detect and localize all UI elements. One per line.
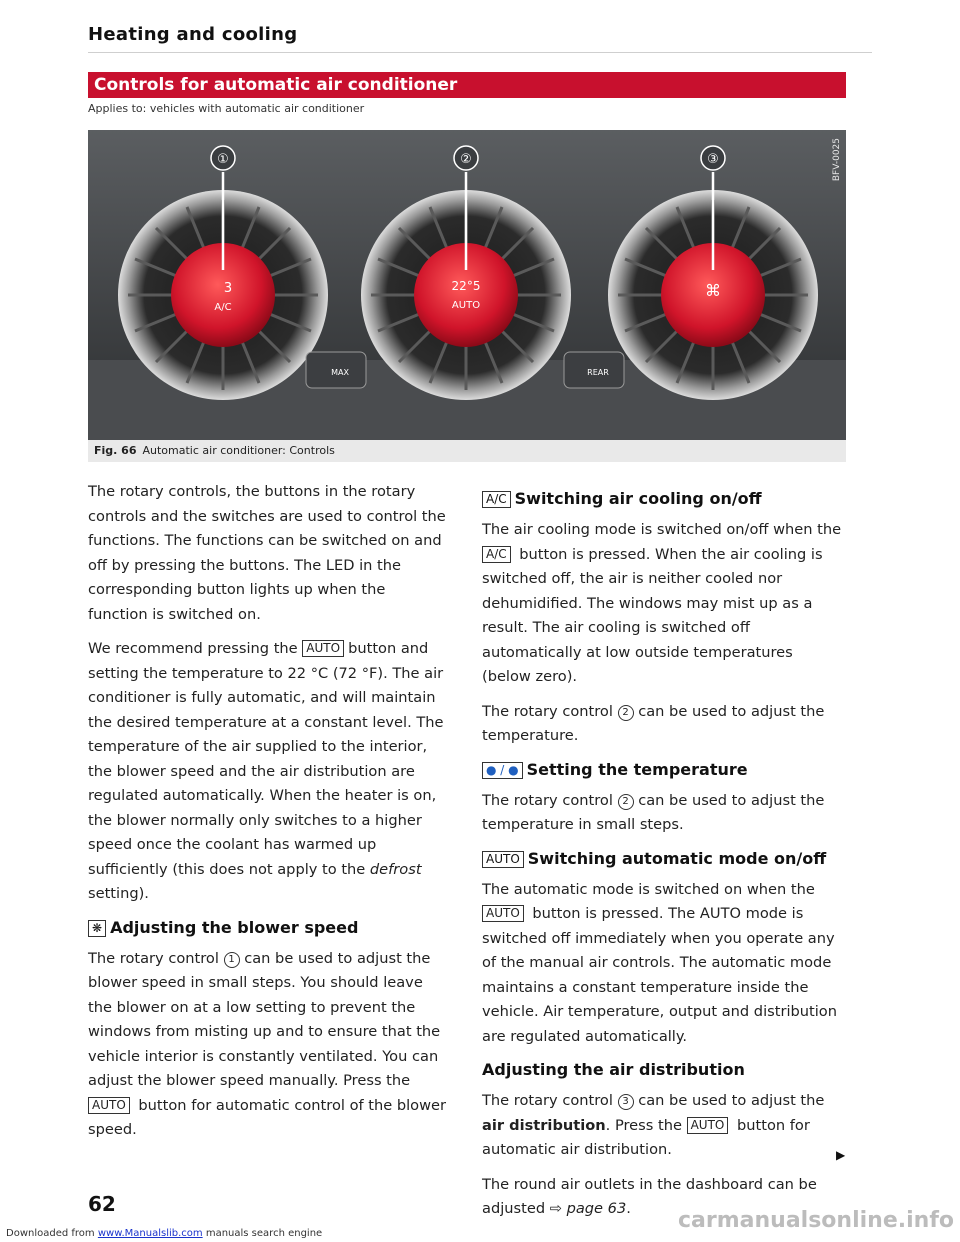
- blower-heading-text: Adjusting the blower speed: [110, 917, 359, 937]
- auto-text-a: The automatic mode is switched on when the: [482, 880, 815, 898]
- figure-caption-text: Automatic air conditioner: Controls: [142, 444, 335, 457]
- figure-code: BFV-0025: [832, 138, 842, 182]
- temp-intro-paragraph: [482, 700, 842, 749]
- callout-ref-1: 1: [224, 952, 240, 968]
- topic-title: Controls for automatic air conditioner: [88, 72, 846, 98]
- auto-heading-text: Switching automatic mode on/off: [527, 848, 827, 868]
- defrost-term: defrost: [369, 860, 422, 878]
- dist-text-d: button for automatic air distribution.: [482, 1116, 810, 1158]
- callout-1: ①: [217, 152, 229, 167]
- ac-key: A/C: [482, 491, 511, 508]
- callout-3: ③: [707, 152, 719, 167]
- knob2-label: AUTO: [451, 300, 481, 311]
- dist-text-c: . Press the: [605, 1116, 682, 1134]
- auto-key-inline: AUTO: [482, 905, 524, 922]
- recommend-text-c: setting).: [88, 885, 149, 902]
- dist-text-b: can be used to adjust the: [638, 1092, 825, 1109]
- knob1-label: A/C: [214, 302, 232, 313]
- callout-ref-3: 3: [618, 1094, 634, 1110]
- rear-button-label: REAR: [587, 368, 609, 377]
- recommend-text-b: button and setting the temperature to 22 °C (72 °F). The air conditioner is fully automatic, and will maintain the desired temperature at a constant level. The temperature of the air supplied to the interior, the blower speed and the air distribution are regulated automatically. When the heater is on, the blower normally only switches to a higher speed once the coolant has warmed up sufficiently (this does not apply to the: [88, 640, 444, 878]
- recommend-text-a: We recommend pressing the: [88, 640, 298, 657]
- ac-text-a: The air cooling mode is switched on/off when the: [482, 521, 842, 538]
- figure-caption: [88, 440, 846, 462]
- ac-heading: [482, 488, 842, 510]
- ac-paragraph: [482, 518, 842, 690]
- footer-suffix: manuals search engine: [205, 1228, 323, 1239]
- auto-key: AUTO: [482, 851, 524, 868]
- blower-heading: [88, 917, 448, 939]
- temp-intro-b: can be used to adjust the temperature.: [482, 702, 825, 744]
- manualslib-link[interactable]: www.Manualslib.com: [97, 1228, 203, 1239]
- max-button-label: MAX: [331, 368, 349, 377]
- callout-ref-2: 2: [618, 705, 634, 721]
- dashboard-illustration: [88, 130, 846, 440]
- page-number: 62: [88, 1192, 116, 1216]
- blower-text-b: can be used to adjust the blower speed in small steps. You should leave the blower on at a low setting to prevent the windows from misting up and to ensure that the vehicle interior is constantly ventilated. You can adjust the blower speed manually. Press the: [88, 949, 441, 1089]
- section-title: Heating and cooling: [88, 24, 298, 45]
- auto-heading: [482, 848, 842, 870]
- ac-key-inline: A/C: [482, 546, 511, 563]
- callout-ref-2b: 2: [618, 794, 634, 810]
- ac-heading-text: Switching air cooling on/off: [514, 489, 762, 508]
- right-column: [482, 480, 842, 1232]
- distribution-heading: Adjusting the air distribution: [482, 1060, 745, 1079]
- footer-prefix: Downloaded from: [6, 1228, 95, 1239]
- blower-text-a: The rotary control: [88, 949, 219, 967]
- recommend-paragraph: [88, 637, 448, 907]
- temp-intro-a: The rotary control: [482, 702, 613, 720]
- temp-text-a: The rotary control: [482, 791, 613, 809]
- fan-icon: ❋: [88, 920, 106, 937]
- seat-airflow-icon: ⌘: [705, 281, 721, 300]
- auto-key-inline-2: AUTO: [687, 1117, 729, 1134]
- distribution-paragraph: [482, 1089, 842, 1163]
- knob2-temperature: 22°5: [451, 279, 481, 293]
- figure-number: Fig. 66: [94, 444, 137, 457]
- blower-text-c: button for automatic control of the blower speed.: [88, 1096, 447, 1138]
- temp-paragraph: [482, 789, 842, 838]
- auto-key: AUTO: [88, 1097, 130, 1114]
- ac-text-b: button is pressed. When the air cooling is switched off, the air is neither cooled nor dehumidified. The windows may mist up as a result. The air cooling is switched off automatically at low outside temperatures (below zero).: [482, 545, 823, 685]
- auto-text-b: button is pressed. The AUTO mode is switched off immediately when you operate any of the manual air controls. The automatic mode maintains a constant temperature inside the vehicle. Air temperature, output and distribution are regulated automatically.: [482, 905, 837, 1045]
- section-divider: [88, 52, 872, 53]
- temp-text-b: can be used to adjust the temperature in small steps.: [482, 791, 825, 833]
- temp-heading-text: Setting the temperature: [526, 759, 748, 779]
- download-footer: [6, 1228, 322, 1239]
- auto-paragraph: [482, 878, 842, 1050]
- climate-controls-figure: [88, 130, 846, 440]
- intro-paragraph: The rotary controls, the buttons in the rotary controls and the switches are used to control the functions. The functions can be switched on and off by pressing the buttons. The LED in the corresponding button lights up when the function is switched on.: [88, 483, 446, 623]
- continue-arrow-icon: ▶: [836, 1148, 846, 1162]
- page-reference-link[interactable]: ⇨ page 63: [549, 1200, 627, 1217]
- outlets-text-b: .: [626, 1200, 631, 1217]
- watermark: carmanualsonline.info: [678, 1208, 954, 1233]
- applies-note: Applies to: vehicles with automatic air conditioner: [88, 102, 365, 115]
- dist-text-a: The rotary control: [482, 1092, 613, 1109]
- temp-keys: ● / ●: [482, 762, 523, 779]
- outlets-text-a: The round air outlets in the dashboard can be adjusted: [482, 1175, 817, 1217]
- auto-key: AUTO: [302, 640, 344, 657]
- callout-2: ②: [460, 152, 472, 167]
- knob1-value: 3: [223, 281, 233, 296]
- left-column: [88, 480, 448, 1153]
- dist-bold: air distribution: [482, 1116, 606, 1134]
- temp-heading: [482, 759, 842, 781]
- blower-paragraph: [88, 947, 448, 1143]
